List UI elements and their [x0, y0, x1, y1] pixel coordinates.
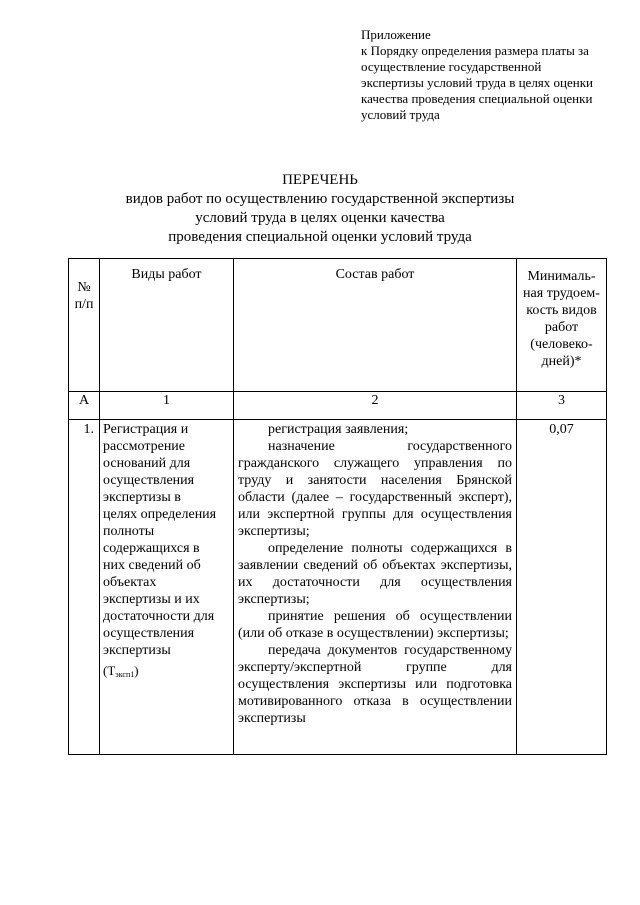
table-header-row [69, 259, 607, 392]
appendix-line: экспертизы условий труда в целях оценки [361, 75, 593, 90]
title-heading: ПЕРЕЧЕНЬ [282, 172, 358, 188]
appendix-line: качества проведения специальной оценки [361, 91, 593, 106]
table-numbering-row [69, 392, 607, 420]
table-row [69, 420, 607, 755]
appendix-line: Приложение [361, 27, 431, 42]
row-composition [234, 420, 517, 755]
composition-item: назначение государственного гражданского служащего управления по труду и занятости населения Брянской области (далее – государственный эксперт), или экспертной группы для осуществления экспертизы; [238, 439, 512, 539]
row-kind: Регистрация и рассмотрение оснований для осуществления экспертизы в целях определения полноты содержащихся в них сведений об объектах экспертизы и их достаточности для осуществления экспертизы $(T_{эксп1})$ [100, 420, 234, 755]
document-title [80, 171, 560, 247]
numbering-cell: 2 [234, 392, 517, 420]
appendix-line: условий труда [361, 107, 440, 122]
works-table [68, 258, 607, 755]
composition-item: определение полноты содержащихся в заявлении сведений об объектах экспертизы, их достаточности для осуществления экспертизы; [238, 541, 512, 607]
row-number: 1. [69, 420, 100, 755]
title-line: видов работ по осуществлению государственной экспертизы [125, 191, 515, 207]
formula-symbol: $(T_{эксп1})$ [103, 663, 139, 679]
appendix-line: осуществление государственной [361, 59, 542, 74]
composition-item: передача документов государственному эксперту/экспертной группе для осуществления экспертизы или подготовка мотивированного отказа в осуществлении экспертизы [238, 643, 512, 726]
title-line: условий труда в целях оценки качества [195, 210, 445, 226]
numbering-cell: 1 [100, 392, 234, 420]
composition-item: принятие решения об осуществлении (или об отказе в осуществлении) экспертизы; [238, 609, 512, 641]
header-composition: Состав работ [234, 259, 517, 392]
composition-item: регистрация заявления; [268, 422, 409, 437]
numbering-cell: А [69, 392, 100, 420]
header-labor: Минималь- ная трудоем- кость видов работ (человеко- дней)* [517, 259, 607, 392]
header-kind: Виды работ [100, 259, 234, 392]
appendix-note [361, 27, 606, 123]
title-line: проведения специальной оценки условий труда [168, 229, 472, 245]
header-number: № п/п [69, 259, 100, 392]
numbering-cell: 3 [517, 392, 607, 420]
row-labor: 0,07 [517, 420, 607, 755]
appendix-line: к Порядку определения размера платы за [361, 43, 589, 58]
